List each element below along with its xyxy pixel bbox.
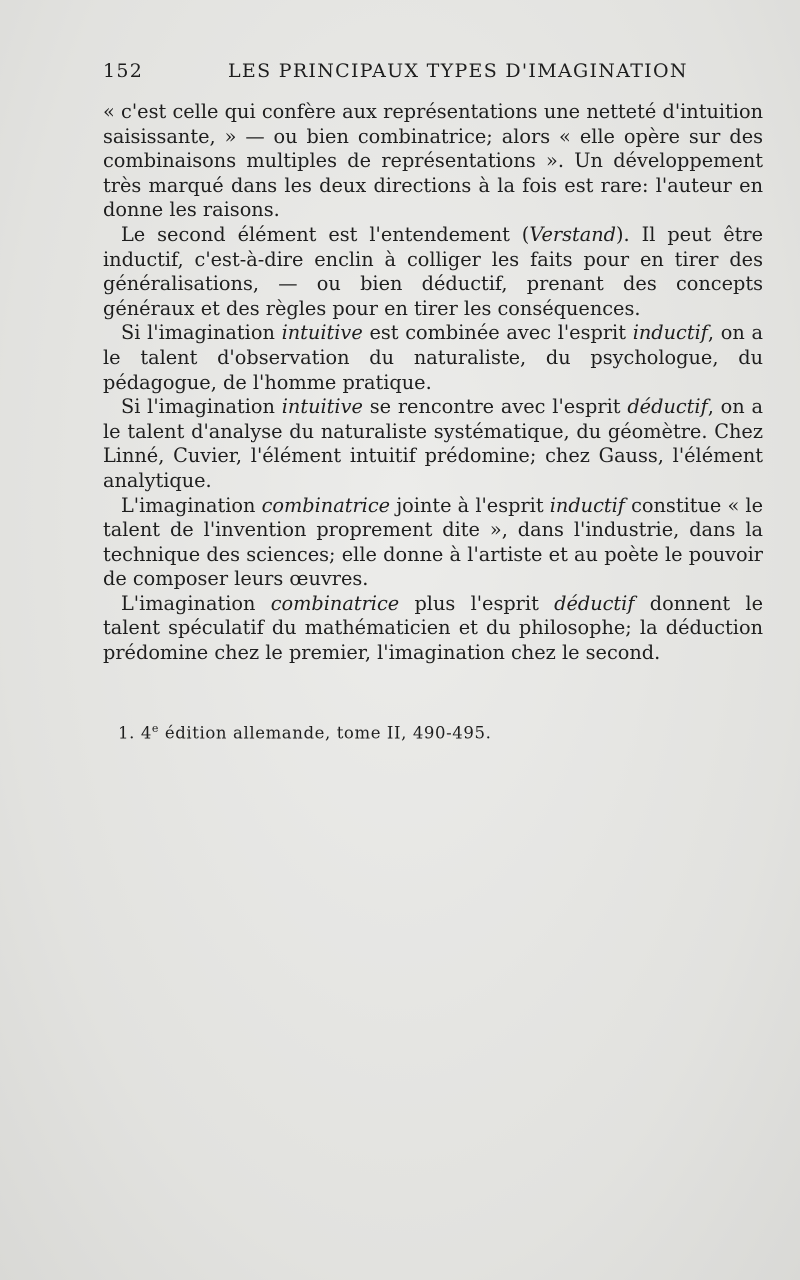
text-run: « c'est celle qui confère aux représentations une netteté d'intuition saisissante, » — ou bien combinatrice; alors « elle opère sur des combinaisons multiples de représentations ». Un développement très marqué dans les deux directions à la fois est rare: l'auteur en donne les raisons. — [103, 100, 763, 222]
italic-term: Verstand — [529, 222, 617, 246]
footnote-edition-number: 4 — [140, 723, 152, 743]
text-run: L'imagination — [121, 591, 271, 615]
italic-term: intuitive — [281, 321, 363, 345]
paragraph — [103, 592, 763, 666]
italic-term: inductif — [549, 493, 625, 517]
italic-term: intuitive — [281, 395, 363, 419]
page-number: 152 — [103, 60, 144, 82]
footnote-marker: 1. — [118, 723, 135, 743]
body-text — [103, 100, 763, 666]
text-run: constitue « le talent de l'invention proprement dite », dans l'industrie, dans la technique des sciences; elle donne à l'artiste et au poète le pouvoir de composer leurs œuvres. — [103, 493, 764, 591]
text-run: jointe à l'esprit — [390, 493, 550, 517]
text-run: plus l'esprit — [399, 591, 555, 615]
text-run: ). Il peut être inductif, c'est-à-dire enclin à colliger les faits pour en tirer des généralisations, — ou bien déductif, prenant des concepts généraux et des règles pour en tirer les conséquences. — [103, 222, 763, 320]
text-run: Le second élément est l'entendement ( — [121, 222, 530, 246]
page-header — [103, 60, 688, 88]
paragraph — [103, 494, 763, 592]
paragraph — [103, 100, 763, 223]
italic-term: déductif — [554, 591, 635, 615]
italic-term: inductif — [632, 321, 708, 345]
italic-term: combinatrice — [261, 493, 391, 517]
text-run: , on a le talent d'analyse du naturaliste systématique, du géomètre. Chez Linné, Cuvier, l'élément intuitif prédomine; chez Gauss, l'élément analytique. — [103, 395, 763, 492]
text-run: Si l'imagination — [121, 321, 282, 345]
text-run: Si l'imagination — [121, 395, 282, 419]
text-run: L'imagination — [121, 493, 262, 517]
footnote-superscript: e — [151, 722, 160, 735]
text-run: est combinée avec l'esprit — [362, 321, 633, 345]
footnote-text: édition allemande, tome II, 490-495. — [159, 723, 492, 743]
paragraph — [103, 223, 763, 321]
footnote — [118, 722, 618, 743]
running-title: LES PRINCIPAUX TYPES D'IMAGINATION — [228, 60, 688, 82]
italic-term: déductif — [627, 395, 708, 419]
text-run: se rencontre avec l'esprit — [362, 395, 628, 419]
paragraph — [103, 321, 763, 395]
italic-term: combinatrice — [270, 591, 400, 615]
text-run: donnent le talent spéculatif du mathématicien et du philosophe; la déduction prédomine chez le premier, l'imagination chez le second. — [103, 591, 763, 665]
paragraph — [103, 395, 763, 493]
text-run: , on a le talent d'observation du naturaliste, du psychologue, du pédagogue, de l'homme pratique. — [103, 321, 763, 394]
